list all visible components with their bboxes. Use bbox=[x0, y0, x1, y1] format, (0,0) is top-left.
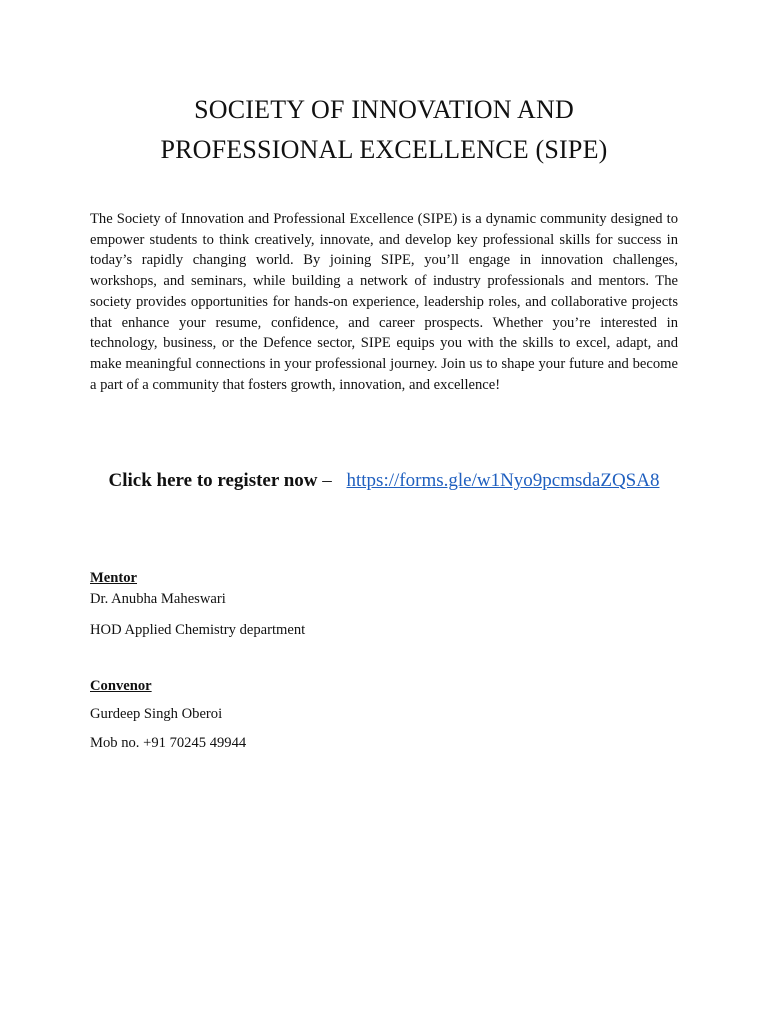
convenor-phone: Mob no. +91 70245 49944 bbox=[90, 735, 247, 751]
register-line bbox=[0, 467, 768, 495]
register-label: Click here to register now bbox=[108, 470, 318, 491]
title-line-1: SOCIETY OF INNOVATION AND bbox=[194, 95, 574, 124]
mentor-name: Dr. Anubha Maheswari bbox=[90, 591, 226, 607]
convenor-name: Gurdeep Singh Oberoi bbox=[90, 706, 223, 722]
title-line-2: PROFESSIONAL EXCELLENCE (SIPE) bbox=[160, 135, 608, 164]
mentor-heading: Mentor bbox=[90, 570, 138, 586]
page-title bbox=[0, 90, 768, 170]
mentor-role: HOD Applied Chemistry department bbox=[90, 622, 306, 638]
register-dash: – bbox=[322, 470, 332, 491]
register-link[interactable]: https://forms.gle/w1Nyo9pcmsdaZQSA8 bbox=[346, 470, 660, 491]
intro-paragraph: The Society of Innovation and Professional Excellence (SIPE) is a dynamic community designed to empower students to think creatively, innovate, and develop key professional skills for success in today’s rapidly changing world. By joining SIPE, you’ll engage in innovation challenges, workshops, and seminars, while building a network of industry professionals and mentors. The society provides opportunities for hands-on experience, leadership roles, and collaborative projects that enhance your resume, confidence, and career prospects. Whether you’re interested in technology, business, or the Defence sector, SIPE equips you with the skills to excel, adapt, and make meaningful connections in your professional journey. Join us to shape your future and become a part of a community that fosters growth, innovation, and excellence! bbox=[90, 211, 678, 393]
convenor-heading: Convenor bbox=[90, 678, 152, 694]
